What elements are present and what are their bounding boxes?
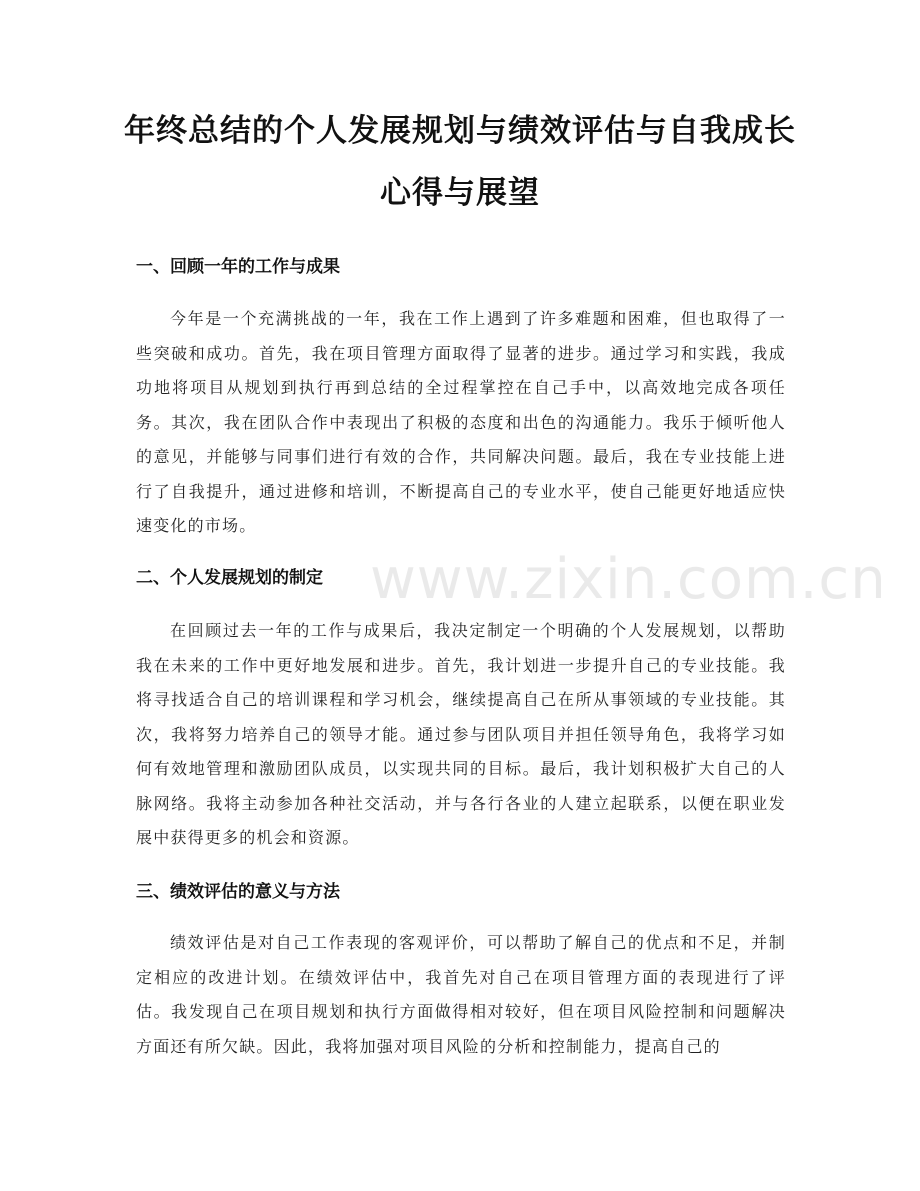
page-title: 年终总结的个人发展规划与绩效评估与自我成长心得与展望 <box>124 113 796 211</box>
section-body-evaluation: 绩效评估是对自己工作表现的客观评价，可以帮助了解自己的优点和不足，并制定相应的改进计划。在绩效评估中，我首先对自己在项目管理方面的表现进行了评估。我发现自己在项目规划和执行方面做得相对较好，但在项目风险控制和问题解决方面还有所欠缺。因此，我将加强对项目风险的分析和控制能力，提高自己的 <box>136 933 786 1056</box>
section-body-plan: 在回顾过去一年的工作与成果后，我决定制定一个明确的个人发展规划，以帮助我在未来的工作中更好地发展和进步。首先，我计划进一步提升自己的专业技能。我将寻找适合自己的培训课程和学习机会，继续提高自己在所从事领域的专业技能。其次，我将努力培养自己的领导才能。通过参与团队项目并担任领导角色，我将学习如何有效地管理和激励团队成员，以实现共同的目标。最后，我计划积极扩大自己的人脉网络。我将主动参加各种社交活动，并与各行各业的人建立起联系，以便在职业发展中获得更多的机会和资源。 <box>136 621 786 847</box>
section-body-review: 今年是一个充满挑战的一年，我在工作上遇到了许多难题和困难，但也取得了一些突破和成功。首先，我在项目管理方面取得了显著的进步。通过学习和实践，我成功地将项目从规划到执行再到总结的全过程掌控在自己手中，以高效地完成各项任务。其次，我在团队合作中表现出了积极的态度和出色的沟通能力。我乐于倾听他人的意见，并能够与同事们进行有效的合作，共同解决问题。最后，我在专业技能上进行了自我提升，通过进修和培训，不断提高自己的专业水平，使自己能更好地适应快速变化的市场。 <box>136 309 786 535</box>
section-heading-evaluation: 三、绩效评估的意义与方法 <box>136 882 340 902</box>
section-heading-review: 一、回顾一年的工作与成果 <box>136 257 340 277</box>
section-heading-plan: 二、个人发展规划的制定 <box>136 568 323 588</box>
watermark-text: www.zixin.com.cn <box>370 547 887 612</box>
